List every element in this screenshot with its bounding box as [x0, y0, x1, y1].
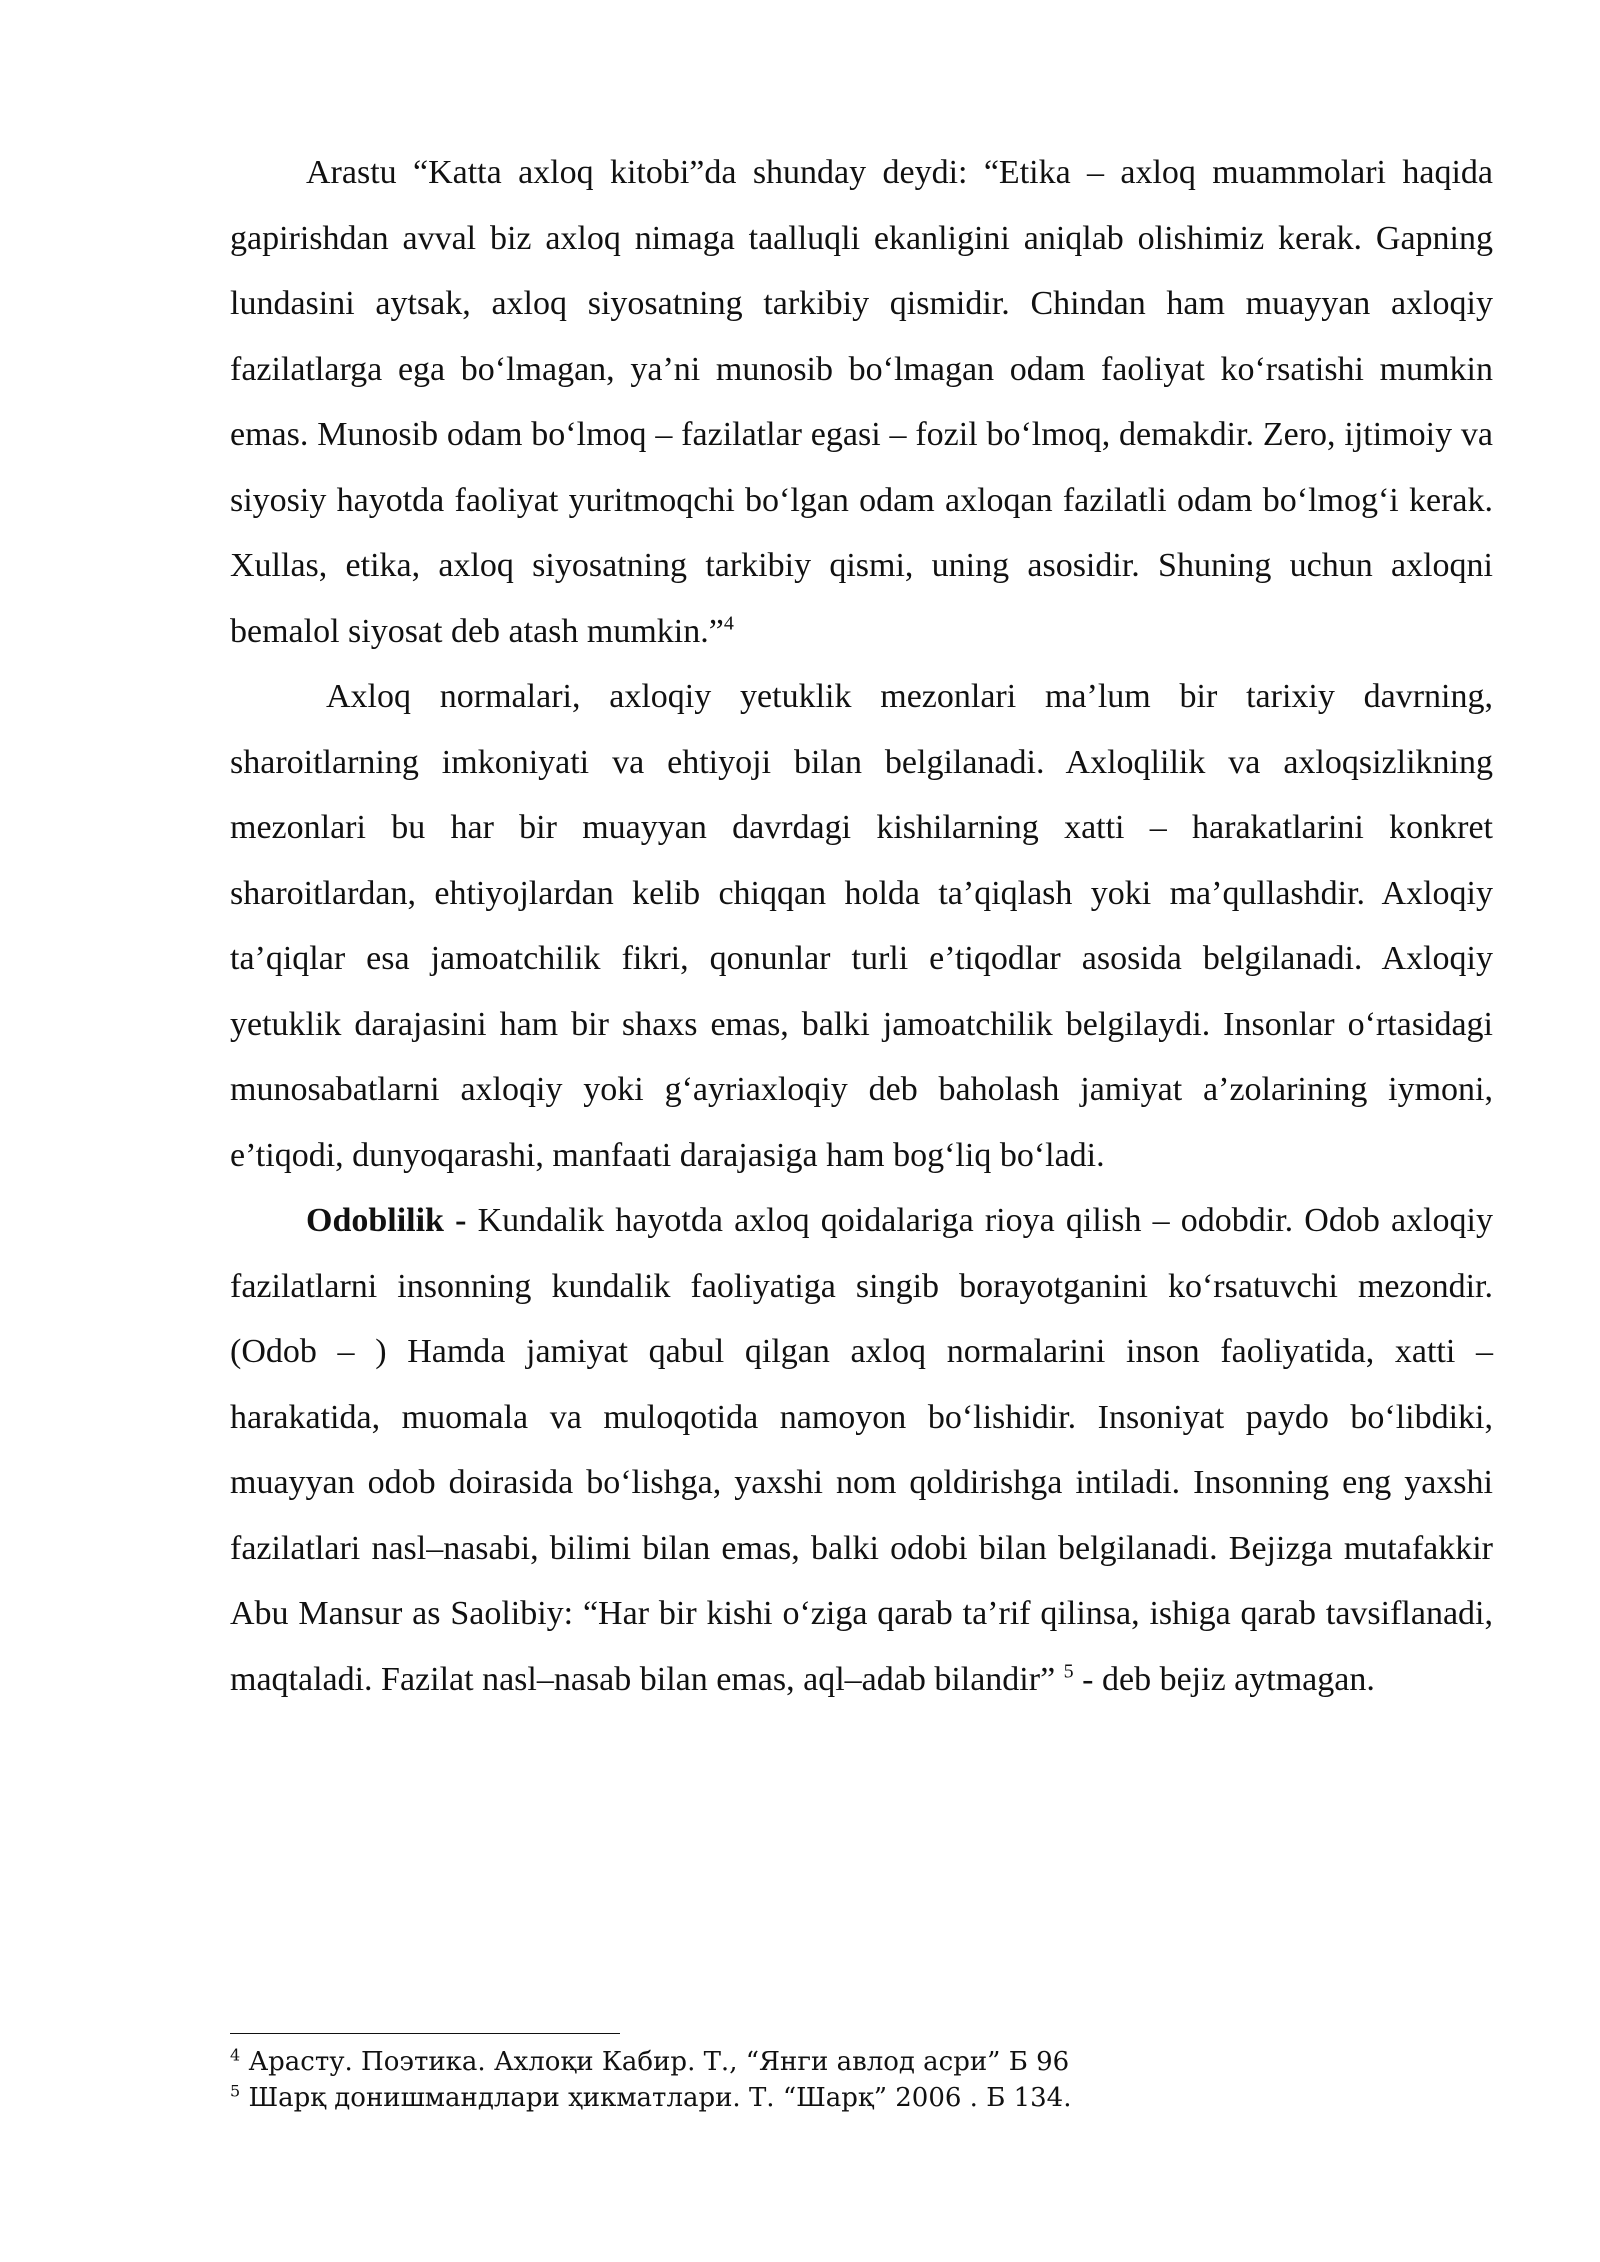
document-body: [230, 140, 1493, 1712]
footnote-number: 4: [230, 2045, 241, 2065]
term-separator: -: [443, 1202, 478, 1239]
footnote-separator: [230, 2033, 620, 2034]
footnote-4: [230, 2044, 1493, 2080]
paragraph-text: Kundalik hayotda axloq qoidalariga rioya qilish – odobdir. Odob axloqiy fazilatlarni insonning kundalik faoliyatiga singib borayotganini ko‘rsatuvchi mezondir. (Odob – ) Hamda jamiyat qabul qilgan axloq normalarini inson faoliyatida, xatti – harakatida, muomala va muloqotida namoyon bo‘lishidir. Insoniyat paydo bo‘libdiki, muayyan odob doirasida bo‘lishga, yaxshi nom qoldirishga intiladi. Insonning eng yaxshi fazilatlari nasl–nasabi, bilimi bilan emas, balki odobi bilan belgilanadi. Bejizga mutafakkir Abu Mansur as Saolibiy: “Har bir kishi o‘ziga qarab ta’rif qilinsa, ishiga qarab tavsiflanadi, maqtaladi. Fazilat nasl–nasab bilan emas, aql–adab bilandir”: [230, 1202, 1493, 1698]
footnote-text: Шарқ донишмандлари ҳикматлари. Т. “Шарқ” 2006 . Б 134.: [240, 2083, 1072, 2113]
footnote-ref-4[interactable]: 4: [723, 612, 734, 635]
term-odoblilik: Odoblilik: [306, 1202, 444, 1239]
footnote-5: [230, 2080, 1493, 2116]
paragraph-text: Arastu “Katta axloq kitobi”da shunday deydi: “Etika – axloq muammolari haqida gapirishdan avval biz axloq nimaga taalluqli ekanligini aniqlab olishimiz kerak. Gapning lundasini aytsak, axloq siyosatning tarkibiy qismidir. Chindan ham muayyan axloqiy fazilatlarga ega bo‘lmagan, ya’ni munosib bo‘lmagan odam faoliyat ko‘rsatishi mumkin emas. Munosib odam bo‘lmoq – fazilatlar egasi – fozil bo‘lmoq, demakdir. Zero, ijtimoiy va siyosiy hayotda faoliyat yuritmoqchi bo‘lgan odam axloqan fazilatli odam bo‘lmog‘i kerak. Xullas, etika, axloq siyosatning tarkibiy qismi, uning asosidir. Shuning uchun axloqni bemalol siyosat deb atash mumkin.”: [230, 154, 1493, 650]
footnote-ref-5[interactable]: 5: [1063, 1660, 1074, 1683]
footnotes: [230, 2044, 1493, 2116]
paragraph-text: Axloq normalari, axloqiy yetuklik mezonlari ma’lum bir tarixiy davrning, sharoitlarning imkoniyati va ehtiyoji bilan belgilanadi. Axloqlilik va axloqsizlikning mezonlari bu har bir muayyan davrdagi kishilarning xatti – harakatlarini konkret sharoitlardan, ehtiyojlardan kelib chiqqan holda ta’qiqlash yoki ma’qullashdir. Axloqiy ta’qiqlar esa jamoatchilik fikri, qonunlar turli e’tiqodlar asosida belgilanadi. Axloqiy yetuklik darajasini ham bir shaxs emas, balki jamoatchilik belgilaydi. Insonlar o‘rtasidagi munosabatlarni axloqiy yoki g‘ayriaxloqiy deb baholash jamiyat a’zolarining iymoni, e’tiqodi, dunyoqarashi, manfaati darajasiga ham bog‘liq bo‘ladi.: [230, 678, 1493, 1174]
paragraph-axloq-normalari: [230, 664, 1493, 1188]
paragraph-odoblilik: [230, 1188, 1493, 1712]
paragraph-arastu-quote: [230, 140, 1493, 664]
footnote-text: Арасту. Поэтика. Ахлоқи Кабир. Т., “Янги авлод асри” Б 96: [240, 2047, 1070, 2077]
paragraph-text-end: - deb bejiz aytmagan.: [1073, 1660, 1375, 1698]
footnote-number: 5: [230, 2081, 241, 2101]
